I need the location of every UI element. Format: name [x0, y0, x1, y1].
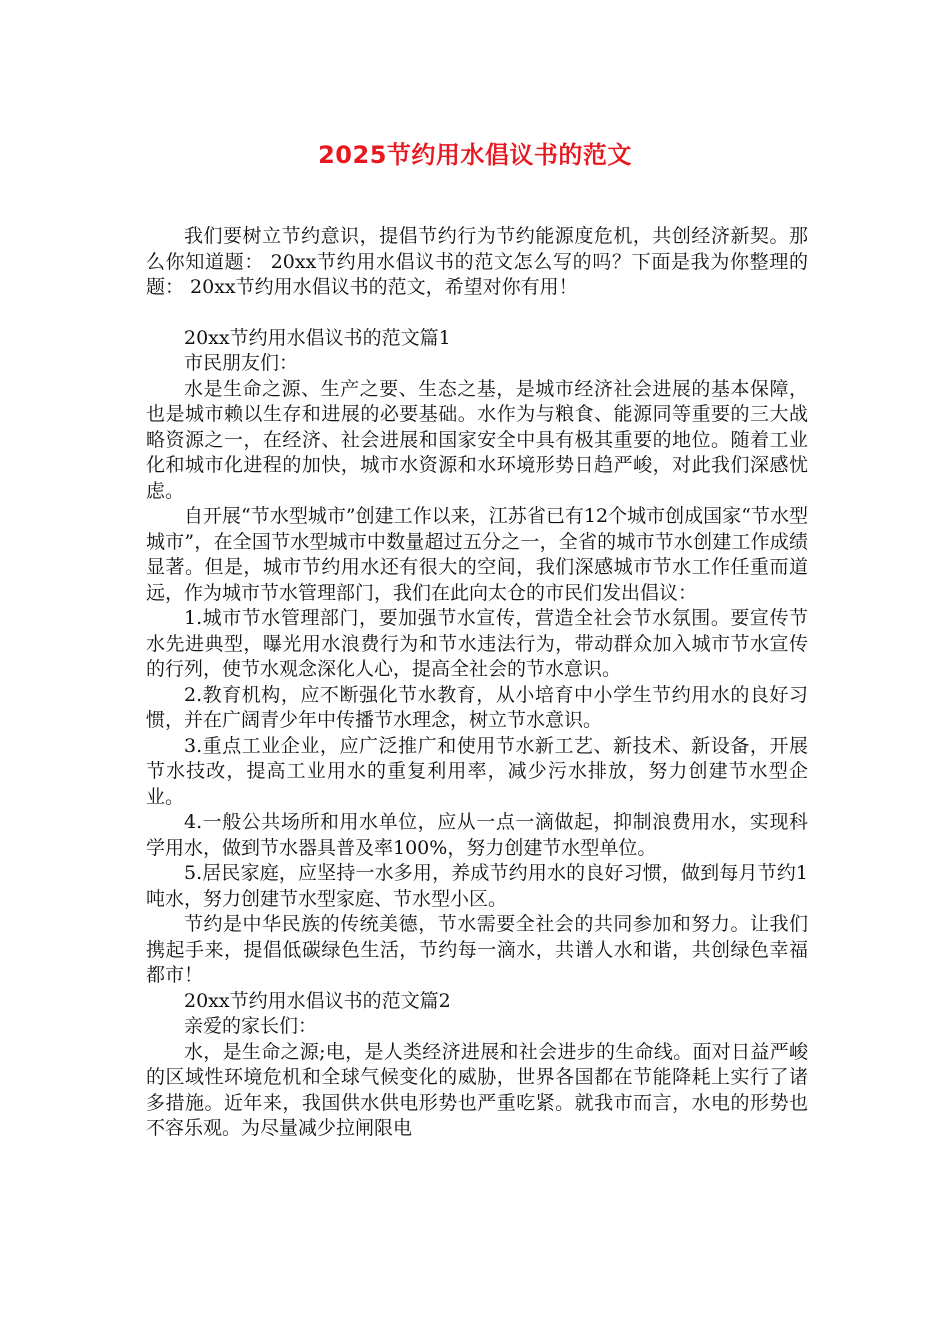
salutation-2: 亲爱的家长们：: [184, 1015, 318, 1037]
proposal-item-4: 4.一般公共场所和用水单位，应从一点一滴做起，抑制浪费用水，实现科学用水，做到节水器具普及率100%，努力创建节水型单位。: [146, 811, 808, 859]
document-title: 2025节约用水倡议书的范文: [318, 141, 632, 169]
proposal-item-1: 1.城市节水管理部门，要加强节水宣传，营造全社会节水氛围。要宣传节水先进典型，曝光用水浪费行为和节水违法行为，带动群众加入城市节水宣传的行列，使节水观念深化人心，提高全社会的节水意识。: [146, 607, 808, 680]
section-heading-1: 20xx节约用水倡议书的范文篇1: [184, 326, 451, 349]
body-paragraph: 水，是生命之源;电，是人类经济进展和社会进步的生命线。面对日益严峻的区域性环境危机和全球气候变化的威胁，世界各国都在节能降耗上实行了诸多措施。近年来，我国供水供电形势也严重吃紧。就我市而言，水电的形势也不容乐观。为尽量减少拉闸限电: [146, 1040, 808, 1139]
proposal-item-5: 5.居民家庭，应坚持一水多用，养成节约用水的良好习惯，做到每月节约1吨水，努力创建节水型家庭、节水型小区。: [146, 862, 808, 910]
salutation-1: 市民朋友们：: [184, 352, 299, 374]
proposal-item-2: 2.教育机构，应不断强化节水教育，从小培育中小学生节约用水的良好习惯，并在广阔青少年中传播节水理念，树立节水意识。: [146, 683, 808, 731]
body-paragraph: 水是生命之源、生产之要、生态之基，是城市经济社会进展的基本保障，也是城市赖以生存和进展的必要基础。水作为与粮食、能源同等重要的三大战略资源之一，在经济、社会进展和国家安全中具有极其重要的地位。随着工业化和城市化进程的加快，城市水资源和水环境形势日趋严峻，对此我们深感忧虑。: [146, 377, 808, 502]
closing-paragraph: 节约是中华民族的传统美德，节水需要全社会的共同参加和努力。让我们携起手来，提倡低碳绿色生活，节约每一滴水，共谱人水和谐，共创绿色幸福都市！: [146, 913, 808, 986]
proposal-item-3: 3.重点工业企业，应广泛推广和使用节水新工艺、新技术、新设备，开展节水技改，提高工业用水的重复利用率，减少污水排放，努力创建节水型企业。: [146, 734, 808, 808]
body-paragraph: 自开展“节水型城市”创建工作以来，江苏省已有12个城市创成国家“节水型城市”，在全国节水型城市中数量超过五分之一，全省的城市节水创建工作成绩显著。但是，城市节约用水还有很大的空间，我们深感城市节水工作任重而道远，作为城市节水管理部门，我们在此向太仓的市民们发出倡议：: [146, 505, 808, 604]
document-body: [146, 224, 808, 1142]
section-heading-2: 20xx节约用水倡议书的范文篇2: [184, 989, 451, 1012]
intro-paragraph: 我们要树立节约意识，提倡节约行为节约能源度危机，共创经济新契。那么你知道题： 20xx节约用水倡议书的范文怎么写的吗？下面是我为你整理的题： 20xx节约用水倡议书的范文，希望对你有用！: [146, 225, 808, 298]
